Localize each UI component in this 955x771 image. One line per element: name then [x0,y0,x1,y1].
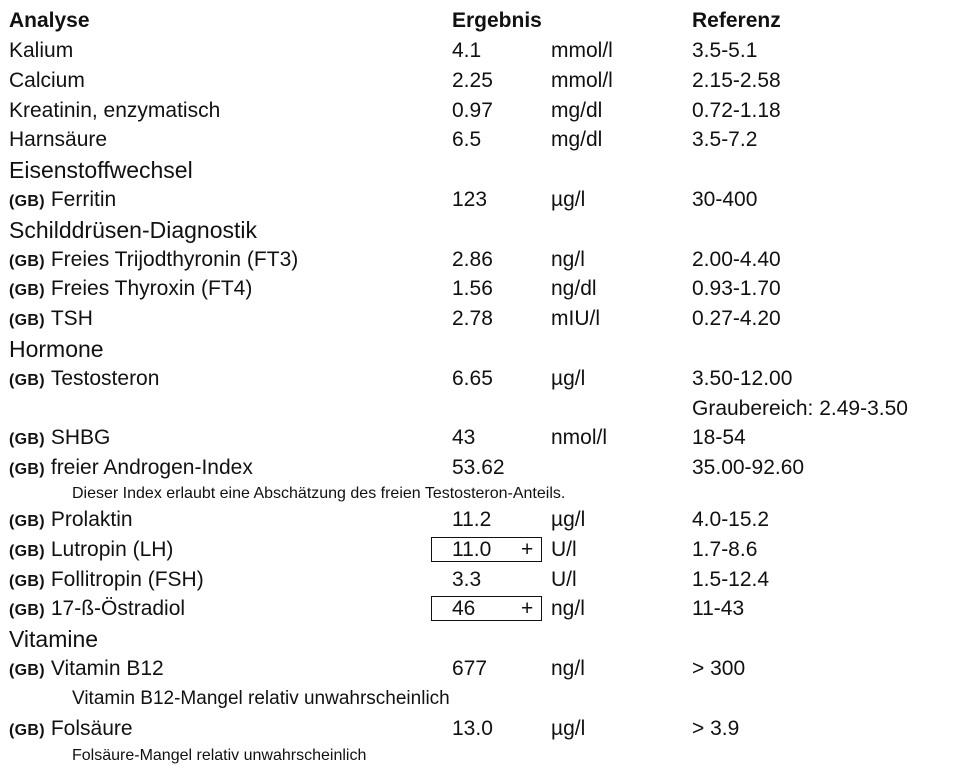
result-unit: U/l [551,537,577,561]
lab-code-badge: (GB) [9,461,45,479]
table-row [0,506,955,536]
lab-code-badge: (GB) [9,431,45,449]
table-row [0,305,955,335]
reference-extra-row [0,395,955,425]
analyte-cell [9,568,204,592]
reference-range: > 3.9 [692,716,740,740]
result-unit: µg/l [551,366,586,390]
result-value: 2.25 [452,68,493,92]
analyte-name: Ferritin [50,187,117,211]
analyte-name: Freies Thyroxin (FT4) [50,277,253,301]
analyte-cell [9,508,133,532]
header-ergebnis: Ergebnis [452,9,542,32]
reference-range: 2.15-2.58 [692,68,781,92]
result-value: 1.56 [452,277,493,301]
high-flag: + [521,597,534,621]
reference-range: > 300 [692,656,746,680]
section-title: Schilddrüsen-Diagnostik [9,216,258,243]
section-heading [0,625,955,655]
analyte-name: Prolaktin [50,507,133,531]
result-value: 53.62 [452,456,505,480]
comment-text: Vitamin B12-Mangel relativ unwahrscheinlich [72,687,450,709]
section-title: Eisenstoffwechsel [9,157,193,184]
analyte-cell [9,717,133,741]
analyte-name: Testosteron [50,366,160,390]
result-value: 2.86 [452,247,493,271]
reference-range-extra: Graubereich: 2.49-3.50 [692,396,908,420]
result-value: 4.1 [452,39,482,62]
analyte-name: Folsäure [50,716,133,740]
result-unit: nmol/l [551,426,608,450]
table-row [0,595,955,625]
table-row [0,97,955,127]
table-row [0,365,955,395]
result-value: 13.0 [452,716,493,740]
analyte-name: 17-ß-Östradiol [50,597,186,621]
analyte-cell [9,128,107,152]
result-value: 677 [452,656,488,680]
analyte-cell [9,69,85,93]
table-row [0,126,955,156]
lab-code-badge: (GB) [9,572,45,590]
comment-text: Folsäure-Mangel relativ unwahrscheinlich [72,746,367,764]
lab-code-badge: (GB) [9,721,45,739]
reference-range: 30-400 [692,187,758,211]
header-referenz: Referenz [692,9,781,32]
result-value: 2.78 [452,307,493,331]
lab-code-badge: (GB) [9,282,45,300]
lab-code-badge: (GB) [9,512,45,530]
reference-range: 35.00-92.60 [692,456,805,480]
table-row [0,37,955,67]
analyte-cell [9,597,185,621]
result-unit: µg/l [551,507,586,531]
analyte-cell [9,277,252,301]
lab-code-badge: (GB) [9,252,45,270]
table-row [0,536,955,566]
reference-range: 0.93-1.70 [692,277,781,301]
section-heading [0,216,955,246]
result-unit: mmol/l [551,68,613,92]
table-row [0,566,955,596]
result-unit: mIU/l [551,307,600,331]
reference-range: 11-43 [692,597,745,621]
analyte-cell [9,456,253,480]
high-flag: + [521,537,534,561]
lab-code-badge: (GB) [9,602,45,620]
analyte-name: Vitamin B12 [50,656,164,680]
result-unit: ng/dl [551,277,597,301]
reference-range: 2.00-4.40 [692,247,781,271]
analyte-name: freier Androgen-Index [50,456,253,480]
header-analyse: Analyse [9,9,90,32]
result-value: 43 [452,426,476,450]
section-title: Hormone [9,335,104,362]
result-unit: ng/l [551,247,585,271]
reference-range: 0.27-4.20 [692,307,781,331]
result-value: 123 [452,187,488,211]
table-row [0,67,955,97]
lab-code-badge: (GB) [9,192,45,210]
lab-code-badge: (GB) [9,661,45,679]
table-row [0,454,955,484]
reference-range: 3.5-5.1 [692,39,758,62]
section-heading [0,335,955,365]
reference-range: 1.5-12.4 [692,567,770,591]
result-unit: ng/l [551,597,585,621]
result-comment [0,745,955,771]
analyte-name: Freies Trijodthyronin (FT3) [50,247,299,271]
reference-range: 3.50-12.00 [692,366,793,390]
result-unit: mg/dl [551,98,603,122]
table-row [0,655,955,685]
lab-code-badge: (GB) [9,542,45,560]
result-comment [0,484,955,506]
reference-range: 4.0-15.2 [692,507,770,531]
lab-code-badge: (GB) [9,312,45,330]
result-value: 3.3 [452,567,482,591]
analyte-name: Harnsäure [9,128,108,152]
analyte-cell [9,248,298,272]
result-unit: mmol/l [551,39,613,62]
result-value: 6.65 [452,366,493,390]
result-unit: mg/dl [551,128,603,152]
table-row [0,275,955,305]
analyte-cell [9,188,116,212]
analyte-cell [9,538,173,562]
analyte-cell [9,307,93,331]
result-value: 11.2 [452,507,492,531]
result-unit: µg/l [551,716,586,740]
table-row [0,715,955,745]
reference-range: 3.5-7.2 [692,128,758,152]
analyte-cell [9,367,159,391]
analyte-cell [9,99,220,123]
analyte-cell [9,657,164,681]
analyte-name: Kalium [9,39,74,62]
section-title: Vitamine [9,626,99,653]
result-value: 46 [452,597,476,621]
result-unit: ng/l [551,656,585,680]
table-header [0,9,955,37]
table-row [0,424,955,454]
reference-range: 18-54 [692,426,746,450]
analyte-name: TSH [50,307,93,331]
result-unit: µg/l [551,187,586,211]
comment-text: Dieser Index erlaubt eine Abschätzung des freien Testosteron-Anteils. [72,484,566,502]
table-row [0,246,955,276]
reference-range: 1.7-8.6 [692,537,758,561]
result-value: 11.0 [452,537,492,561]
analyte-name: SHBG [50,426,111,450]
table-row [0,186,955,216]
analyte-name: Follitropin (FSH) [50,567,204,591]
results-table [0,37,955,771]
analyte-name: Kreatinin, enzymatisch [9,98,221,122]
result-comment [0,685,955,715]
section-heading [0,156,955,186]
result-unit: U/l [551,567,577,591]
analyte-cell [9,39,73,63]
analyte-name: Calcium [9,68,85,92]
analyte-cell [9,426,110,450]
result-value: 0.97 [452,98,493,122]
result-value: 6.5 [452,128,482,152]
analyte-name: Lutropin (LH) [50,537,174,561]
lab-code-badge: (GB) [9,371,45,389]
reference-range: 0.72-1.18 [692,98,781,122]
